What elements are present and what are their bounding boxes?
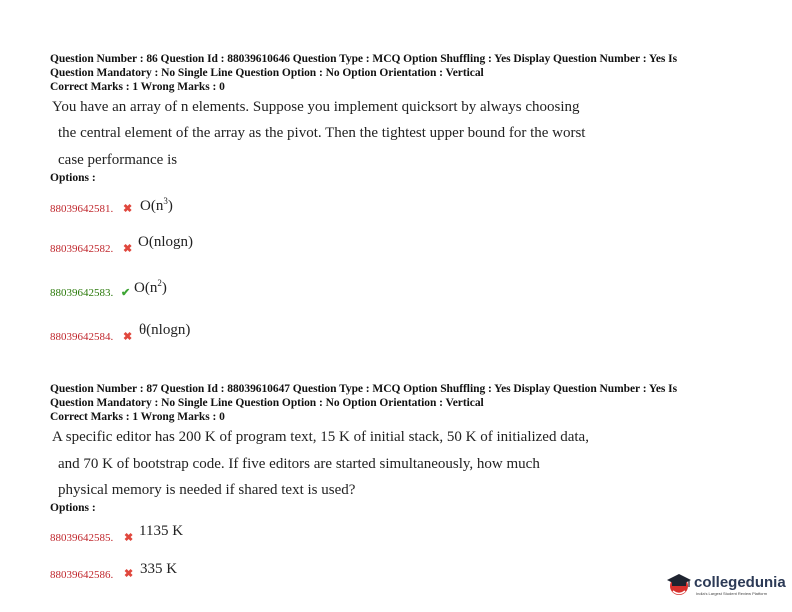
question-87-meta xyxy=(50,382,750,424)
option-id: 88039642583. xyxy=(50,287,114,299)
option-id: 88039642582. xyxy=(50,243,114,255)
question-marks: Correct Marks : 1 Wrong Marks : 0 xyxy=(50,411,225,423)
question-87-text-line-3: physical memory is needed if shared text is used? xyxy=(58,482,356,498)
options-label: Options : xyxy=(50,502,96,514)
wrong-mark-icon: ✖ xyxy=(123,203,133,215)
question-meta-line-1: Question Number : 87 Question Id : 88039610647 Question Type : MCQ Option Shuffling : Yes Display Question Number : Yes Is xyxy=(50,383,678,395)
question-meta-line-2: Question Mandatory : No Single Line Question Option : No Option Orientation : Vertical xyxy=(50,67,484,79)
wrong-mark-icon: ✖ xyxy=(123,243,133,255)
option-id: 88039642586. xyxy=(50,569,114,581)
question-86-meta xyxy=(50,52,750,94)
option-value: O(nlogn) xyxy=(138,234,193,250)
option-value: 335 K xyxy=(140,561,178,577)
question-87-text-line-2: and 70 K of bootstrap code. If five editors are started simultaneously, how much xyxy=(58,456,540,472)
graduation-cap-icon xyxy=(666,571,692,599)
option-value: $O(n^3)$ xyxy=(140,196,173,214)
wrong-mark-icon: ✖ xyxy=(124,568,134,580)
question-86-text-line-3: case performance is xyxy=(58,152,178,168)
option-id: 88039642585. xyxy=(50,532,114,544)
question-meta-line-2: Question Mandatory : No Single Line Question Option : No Option Orientation : Vertical xyxy=(50,397,484,409)
wrong-mark-icon: ✖ xyxy=(124,532,134,544)
options-label: Options : xyxy=(50,172,96,184)
option-id: 88039642581. xyxy=(50,203,114,215)
logo-tagline: India's Largest Student Review Platform xyxy=(696,591,768,596)
question-marks: Correct Marks : 1 Wrong Marks : 0 xyxy=(50,81,225,93)
wrong-mark-icon: ✖ xyxy=(123,331,133,343)
option-value: $O(n^2)$ xyxy=(134,278,167,296)
question-86-text-line-1: You have an array of n elements. Suppose you implement quicksort by always choosing xyxy=(52,99,580,115)
correct-check-icon: ✔ xyxy=(121,287,131,299)
option-id: 88039642584. xyxy=(50,331,114,343)
option-value: θ(nlogn) xyxy=(139,322,191,338)
logo-wordmark: collegedunia xyxy=(694,574,786,591)
collegedunia-logo xyxy=(666,571,788,601)
option-value: 1135 K xyxy=(139,523,184,539)
question-meta-line-1: Question Number : 86 Question Id : 88039610646 Question Type : MCQ Option Shuffling : Yes Display Question Number : Yes Is xyxy=(50,53,678,65)
question-86-text-line-2: the central element of the array as the pivot. Then the tightest upper bound for the worst xyxy=(58,125,586,141)
question-87-text-line-1: A specific editor has 200 K of program text, 15 K of initial stack, 50 K of initialized data, xyxy=(52,429,589,445)
